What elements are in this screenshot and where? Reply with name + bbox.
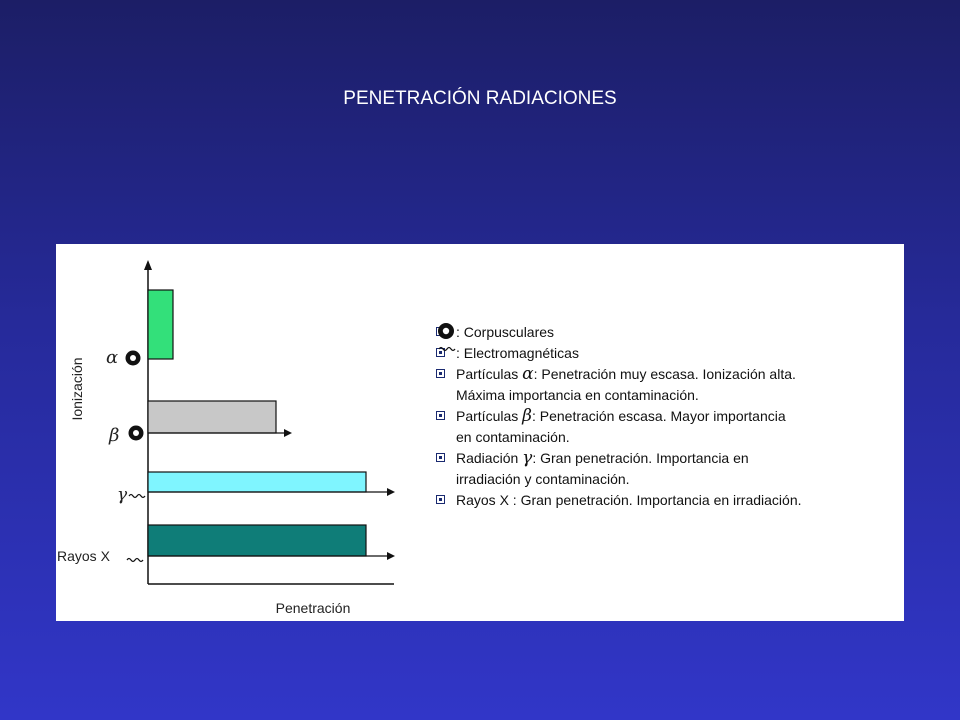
wave-icon-xray [127, 559, 143, 562]
bar-beta [148, 401, 276, 433]
legend-item-gamma [436, 448, 904, 490]
legend-alpha-text: : Penetración muy escasa. Ionización alta. [533, 366, 796, 382]
bullet-icon [436, 495, 445, 504]
corpuscle-icon-beta [129, 426, 144, 441]
legend [436, 322, 904, 511]
bullet-icon [436, 411, 445, 420]
legend-beta-prefix: Partículas [456, 408, 519, 424]
y-axis-label: Ionización [69, 357, 85, 421]
bullet-icon [436, 369, 445, 378]
radiation-figure [56, 244, 904, 621]
legend-item-alpha [436, 364, 904, 406]
bullet-icon [436, 453, 445, 462]
beta-label: β [109, 425, 120, 446]
legend-beta-symbol: β [522, 406, 532, 426]
legend-alpha-prefix: Partículas [456, 366, 519, 382]
wave-icon [437, 343, 457, 353]
gamma-label: γ [117, 485, 128, 505]
bar-xray [148, 525, 366, 556]
legend-electromagneticas-text: : Electromagnéticas [456, 345, 579, 361]
xray-arrowhead [387, 552, 395, 560]
legend-item-corpusculares [436, 322, 904, 343]
corpuscle-icon [437, 322, 455, 340]
legend-gamma-prefix: Radiación [456, 450, 519, 466]
legend-item-electromagneticas [436, 343, 904, 364]
alpha-label: α [106, 347, 119, 368]
y-axis-arrowhead [144, 260, 152, 270]
legend-beta-text2: en contaminación. [456, 429, 570, 445]
bar-alpha [148, 290, 173, 359]
legend-beta-text: : Penetración escasa. Mayor importancia [531, 408, 786, 424]
bar-gamma [148, 472, 366, 492]
legend-xray-text: Rayos X : Gran penetración. Importancia en irradiación. [456, 492, 802, 508]
legend-alpha-text2: Máxima importancia en contaminación. [456, 387, 699, 403]
gamma-arrowhead [387, 488, 395, 496]
slide-title: PENETRACIÓN RADIACIONES [343, 88, 617, 109]
legend-gamma-text: : Gran penetración. Importancia en [532, 450, 749, 466]
legend-gamma-symbol: γ [522, 448, 533, 468]
wave-icon-gamma [129, 495, 145, 498]
legend-item-beta [436, 406, 904, 448]
legend-corpusculares-text: : Corpusculares [456, 324, 555, 340]
legend-item-xray [436, 490, 904, 511]
corpuscle-icon-alpha [126, 351, 141, 366]
x-axis-label: Penetración [275, 600, 351, 616]
xray-label: Rayos X [57, 548, 110, 564]
beta-arrowhead [284, 429, 292, 437]
legend-alpha-symbol: α [522, 364, 534, 384]
legend-gamma-text2: irradiación y contaminación. [456, 471, 630, 487]
